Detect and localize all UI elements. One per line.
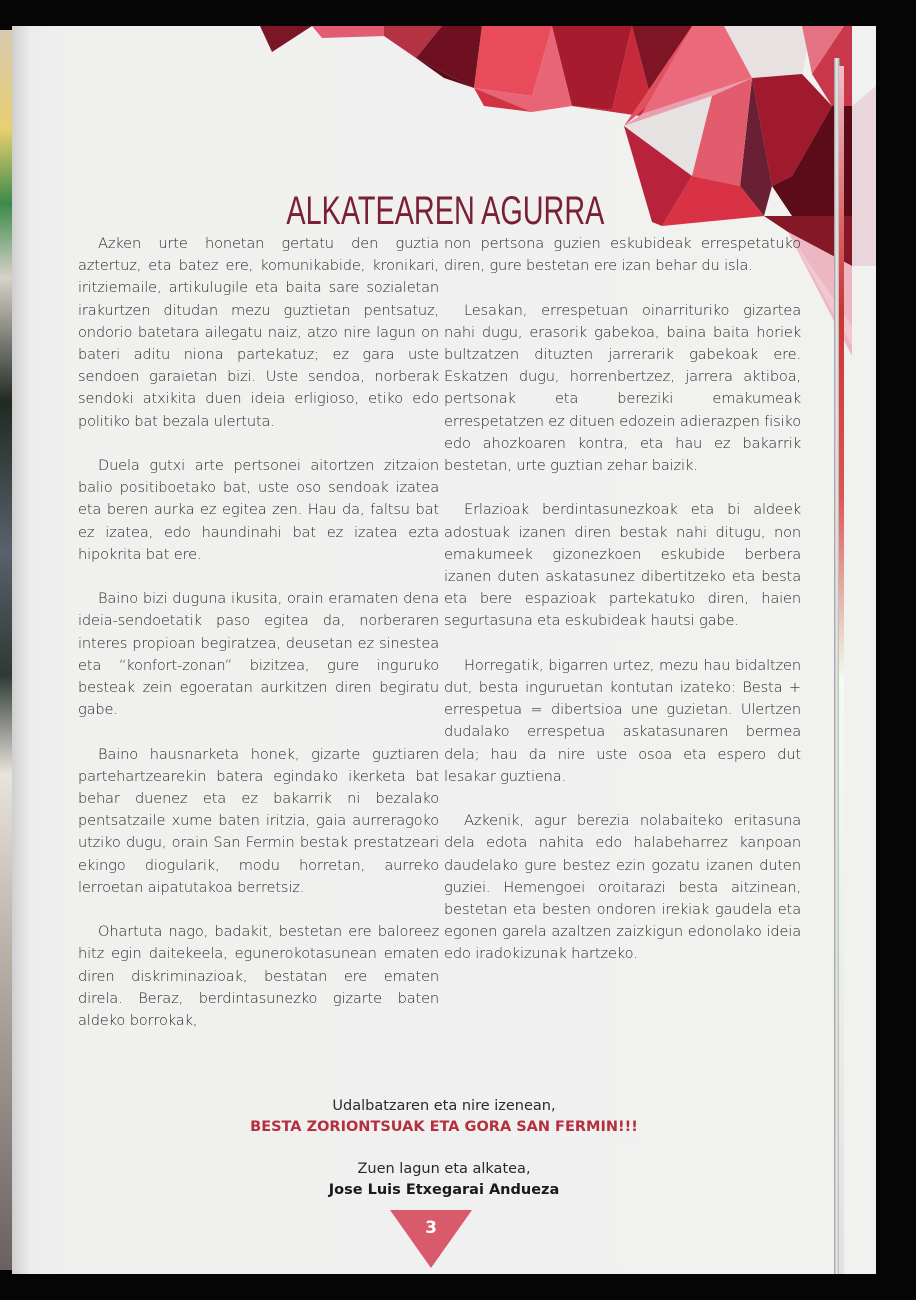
next-page-edge [839,66,844,1274]
page-title: ALKATEAREN AGURRA [286,188,605,233]
adjacent-page-edge [0,30,12,1270]
closing-line: Zuen lagun eta alkatea, [357,1161,531,1177]
paragraph: Baino hausnarketa honek, gizarte guztiaren partehartzearekin batera egindako ikerketa bat behar duenez eta ez bakarrik ni bezalako pentsatzaile xume baten iritzia, gaia aurreragoko utziko dugu, orain San Fermin bestak prestatzeari ekingo diogularik, modu horretan, aurreko lerroetan aipatutakoa berretsiz. [78,745,439,896]
article-column-left [78,233,439,1054]
closing-block [12,1096,876,1201]
paragraph: Ohartuta nago, badakit, bestetan ere baloreez hitz egin daitekeela, egunerokotasunean ematen diren diskriminazioak, bestatan ere ematen direla. Beraz, berdintasunezko gizarte baten aldeko borrokak, [78,923,439,1030]
paragraph: Baino bizi duguna ikusita, orain eramaten dena ideia-sendoetatik paso egitea da, norberaren interes propioan begiratzea, deusetan ez sinestea eta “konfort-zonan” bizitzea, gure inguruko besteak zein egoeratan aurkitzen diren begiratu gabe. [78,590,439,719]
paragraph: Erlazioak berdintasunezkoak eta bi aldeek adostuak izanen diren bestak nahi ditugu, non emakumeek gizonezkoen eskubide berbera izanen duten askatasunez dibertitzeko eta besta eta bere espazioak partekatuko diren, haien segurtasuna eta eskubideak hautsi gabe. [444,501,801,630]
closing-line: Udalbatzaren eta nire izenean, [332,1098,556,1114]
paragraph: Horregatik, bigarren urtez, mezu hau bidaltzen dut, besta inguruetan kontutan izateko: Besta + errespetua = dibertsioa une guzietan. Ulertzen dudalako errespetua askatasunaren bermea dela; hau da nire uste osoa eta espero dut lesakar guztiena. [444,656,801,785]
article-column-right [444,233,801,988]
signature: Jose Luis Etxegarai Andueza [328,1182,560,1198]
paragraph: Lesakan, errespetuan oinarrituriko gizartea nahi dugu, erasorik gabekoa, baina baita horiek bultzatzen dituzten jarrerarik gabekoak ere. Eskatzen dugu, horrenbertzez, jarrera aktiboa, pertsonak eta bereziki emakumeak errespetatzen ez dituen edozein adierazpen fisiko edo ahozkoaren kontra, eta hau ez bakarrik bestetan, urte guztian zehar baizik. [444,301,801,475]
paragraph: non pertsona guzien eskubideak errespetatuko diren, gure bestetan ere izan behar du isla. [444,235,801,275]
page-number: 3 [425,1218,437,1238]
paragraph: Duela gutxi arte pertsonei aitortzen zitzaion balio positiboetako bat, uste oso sendoak izatea eta beren aurka ez egitea zen. Hau da, faltsu bat ez izatea, edo haundinahi bat ez izatea ezta hipokrita bat ere. [78,457,439,563]
paragraph: Azkenik, agur berezia nolabaiteko eritasuna dela edota nahita edo halabeharrez kanpoan daudelako gure bestez ezin gozatu izanen duten guziei. Hemengoei oroitarazi besta aitzinean, bestetan eta besten ondoren irekiak gaudela eta egonen garela azaltzen zaizkigun edonolako ideia edo iradokizunak hartzeko. [444,812,801,963]
magazine-page [12,26,876,1274]
page-number-badge [388,1208,474,1270]
polygon-shard [260,26,312,52]
paragraph: Azken urte honetan gertatu den guztia aztertuz, eta batez ere, komunikabide, kronikari, iritziemaile, artikulugile eta baita sare sozialetan irakurtzen ditudan mezu guztietan pentsatuz, ondorio batetara ailegatu naiz, atzo nire lagun on bateri aditu niona partekatuz; ez gara uste sendoen garaietan bizi. Uste sendoa, norberak sendoki atxikita duen ideia erligioso, etiko edo politiko bat bezala ulertuta. [78,235,439,430]
festival-greeting: BESTA ZORIONTSUAK ETA GORA SAN FERMIN!!! [250,1119,638,1135]
polygon-shard [852,86,876,266]
